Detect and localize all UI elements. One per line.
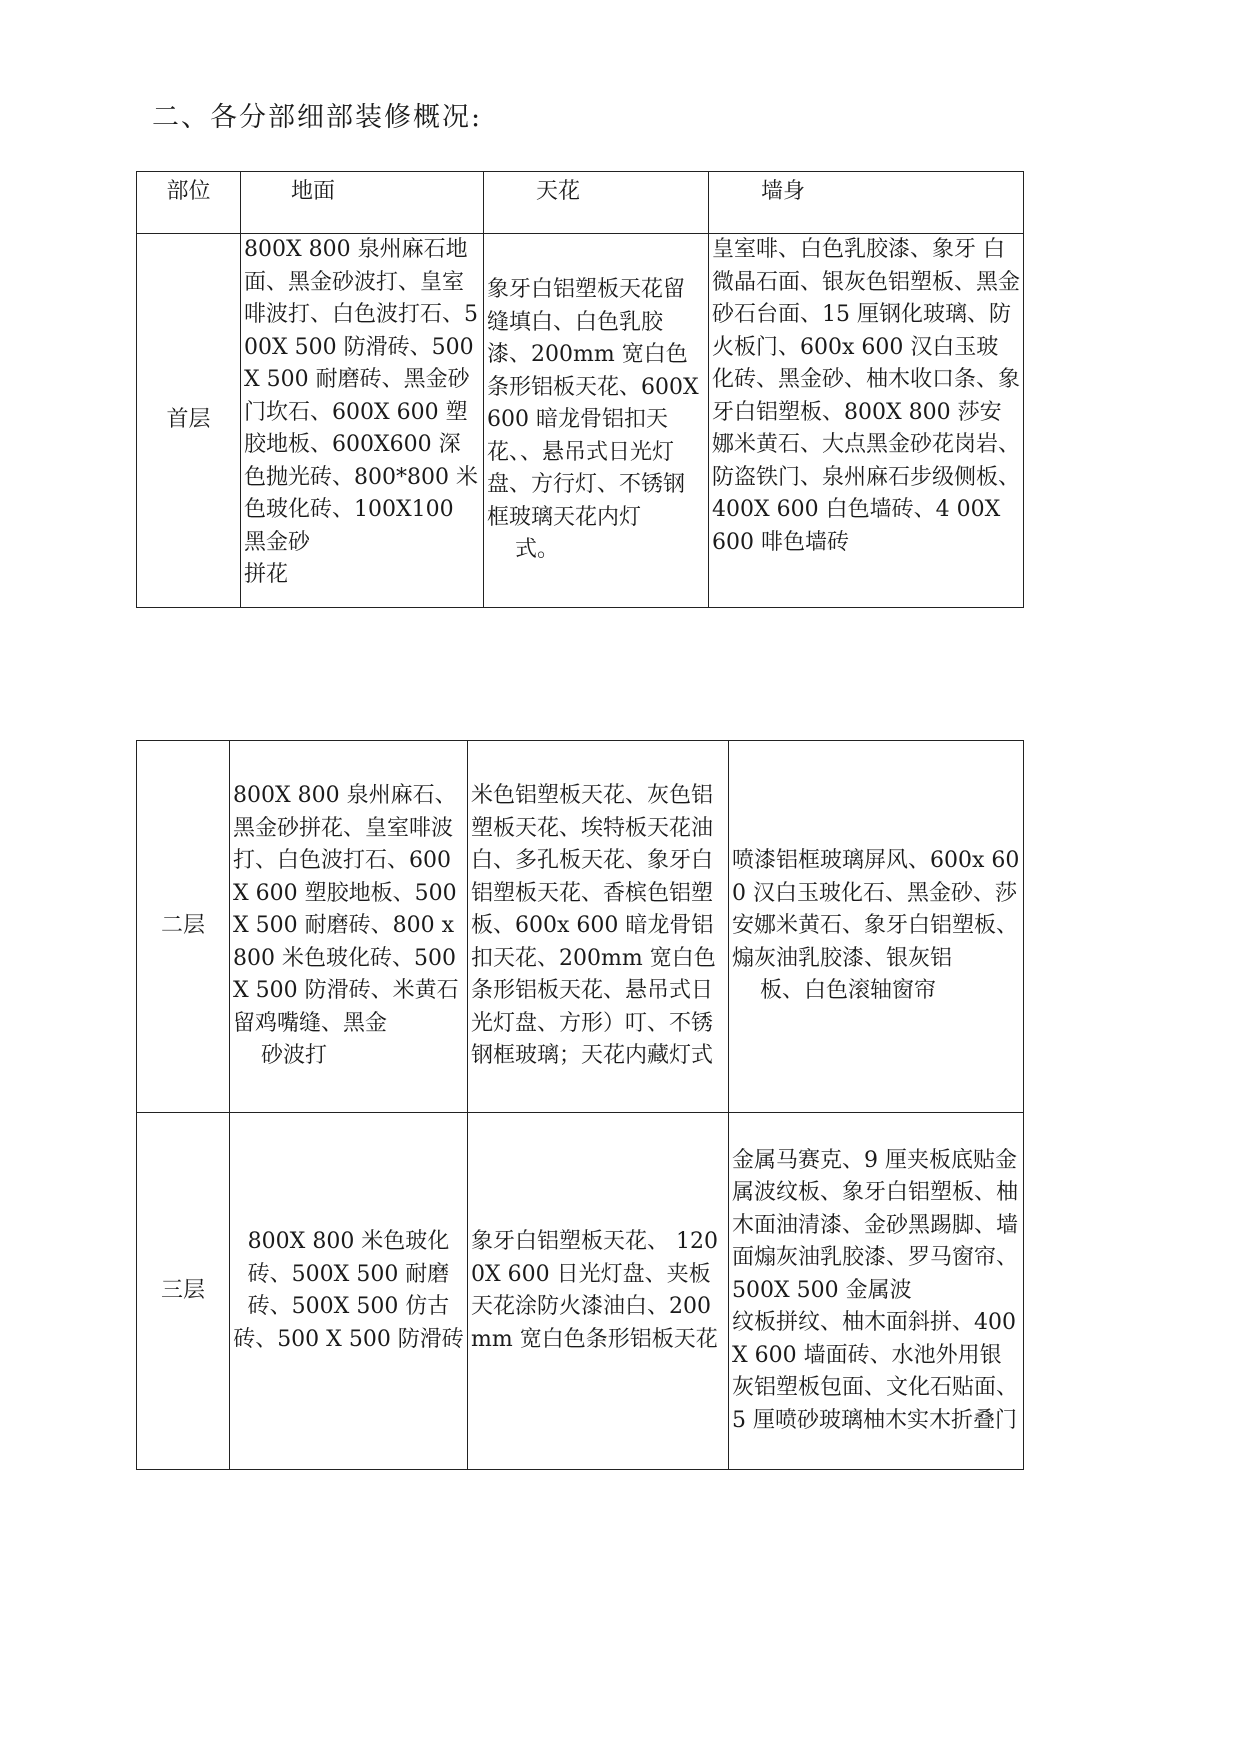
floor-cell: 800X 800 米色玻化砖、500X 500 耐磨砖、500X 500 仿古砖、500 X 500 防滑砖 — [230, 1113, 468, 1470]
wall-cell: 喷漆铝框玻璃屏风、600x 600 汉白玉玻化石、黑金砂、莎安娜米黄石、象牙白铝塑板、煽灰油乳胶漆、银灰铝 板、白色滚轴窗帘 — [729, 741, 1024, 1113]
row-part-label: 首层 — [137, 234, 241, 608]
table-row — [137, 234, 1024, 608]
floor-cell: 800X 800 泉州麻石地面、黑金砂波打、皇室啡波打、白色波打石、500X 500 防滑砖、500X 500 耐磨砖、黑金砂门坎石、600X 600 塑胶地板、600X600 深色抛光砖、800*800 米色玻化砖、100X100 黑金砂 拼花 — [241, 234, 484, 608]
header-part: 部位 — [137, 172, 241, 234]
header-wall: 墙身 — [709, 172, 1024, 234]
table-row — [137, 741, 1024, 1113]
floor-cell: 800X 800 泉州麻石、黑金砂拼花、皇室啡波打、白色波打石、600X 600 塑胶地板、500X 500 耐磨砖、800 x 800 米色玻化砖、500X 500 防滑砖、米黄石留鸡嘴缝、黑金 砂波打 — [230, 741, 468, 1113]
row-part-label: 二层 — [137, 741, 230, 1113]
header-ceiling: 天花 — [484, 172, 709, 234]
decoration-table-upper-floors — [136, 740, 1024, 1470]
wall-cell: 金属马赛克、9 厘夹板底贴金属波纹板、象牙白铝塑板、柚木面油清漆、金砂黑踢脚、墙面煽灰油乳胶漆、罗马窗帘、500X 500 金属波 纹板拼纹、柚木面斜拼、400 X 600 墙面砖、水池外用银灰铝塑板包面、文化石贴面、5 厘喷砂玻璃柚木实木折叠门 — [729, 1113, 1024, 1470]
table-header-row — [137, 172, 1024, 234]
page-title: 二、各分部细部装修概况: — [152, 102, 483, 133]
header-floor: 地面 — [241, 172, 484, 234]
ceiling-cell: 象牙白铝塑板天花、 1200X 600 日光灯盘、夹板天花涂防火漆油白、200mm 宽白色条形铝板天花 — [468, 1113, 729, 1470]
ceiling-cell: 象牙白铝塑板天花留缝填白、白色乳胶漆、200mm 宽白色条形铝板天花、600X 600 暗龙骨铝扣天花、、悬吊式日光灯盘、方行灯、不锈钢框玻璃天花内灯 式。 — [484, 234, 709, 608]
row-part-label: 三层 — [137, 1113, 230, 1470]
decoration-table-ground-floor — [136, 171, 1024, 608]
ceiling-cell: 米色铝塑板天花、灰色铝塑板天花、埃特板天花油白、多孔板天花、象牙白铝塑板天花、香槟色铝塑板、600x 600 暗龙骨铝扣天花、200mm 宽白色条形铝板天花、悬吊式日光灯盘、方形）叮、不锈钢框玻璃；天花内藏灯式 — [468, 741, 729, 1113]
table-row — [137, 1113, 1024, 1470]
wall-cell: 皇室啡、白色乳胶漆、象牙 白微晶石面、银灰色铝塑板、黑金砂石台面、15 厘钢化玻璃、防火板门、600x 600 汉白玉玻化砖、黑金砂、柚木收口条、象牙白铝塑板、800X 800 莎安娜米黄石、大点黑金砂花岗岩、防盗铁门、泉州麻石步级侧板、400X 600 白色墙砖、4 00X 600 啡色墙砖 — [709, 234, 1024, 608]
